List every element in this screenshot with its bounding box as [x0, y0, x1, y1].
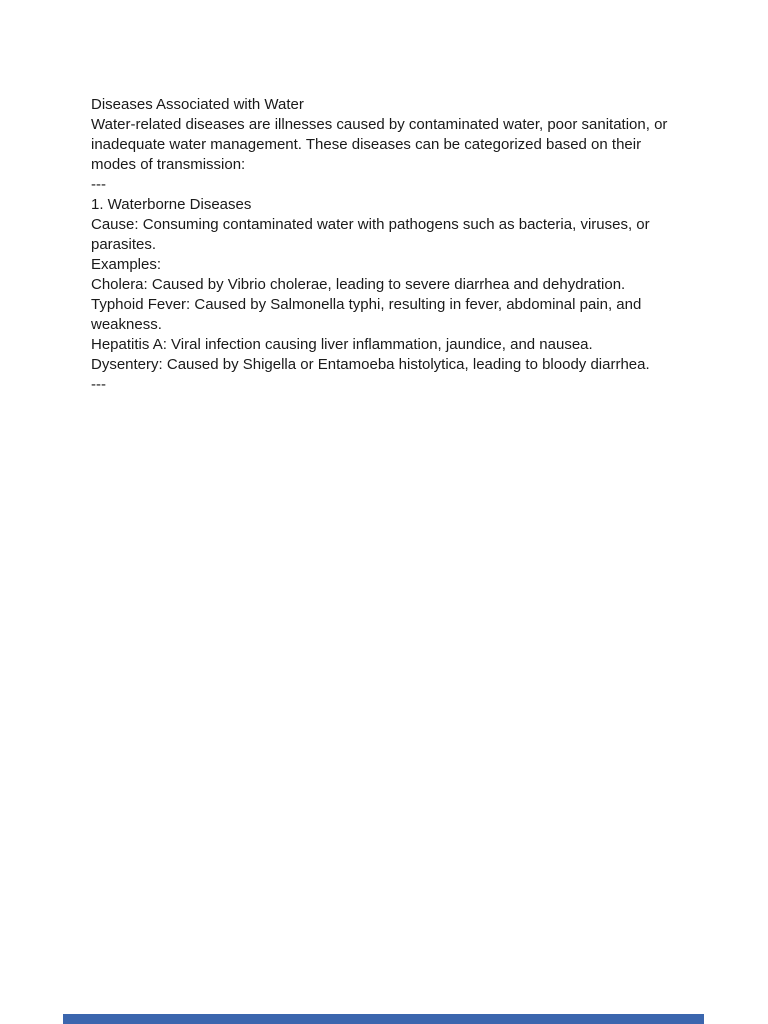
example-item-cholera: Cholera: Caused by Vibrio cholerae, leading to severe diarrhea and dehydration. [91, 276, 626, 293]
intro-paragraph: Water-related diseases are illnesses caused by contaminated water, poor sanitation, or inadequate water management. These diseases can be categorized based on their modes of transmission: [91, 116, 668, 173]
divider-dashes: --- [91, 376, 106, 393]
section-heading-waterborne-diseases: 1. Waterborne Diseases [91, 196, 252, 213]
example-item-dysentery: Dysentery: Caused by Shigella or Entamoeba histolytica, leading to bloody diarrhea. [91, 356, 650, 373]
cause-paragraph: Cause: Consuming contaminated water with pathogens such as bacteria, viruses, or parasites. [91, 216, 650, 253]
page-bottom-blue-bar [63, 1014, 704, 1024]
document-title: Diseases Associated with Water [91, 96, 304, 113]
document-content [91, 95, 676, 395]
example-item-hepatitis-a: Hepatitis A: Viral infection causing liver inflammation, jaundice, and nausea. [91, 336, 593, 353]
divider-dashes: --- [91, 176, 106, 193]
example-item-typhoid-fever: Typhoid Fever: Caused by Salmonella typhi, resulting in fever, abdominal pain, and weakness. [91, 296, 642, 333]
examples-label: Examples: [91, 256, 162, 273]
